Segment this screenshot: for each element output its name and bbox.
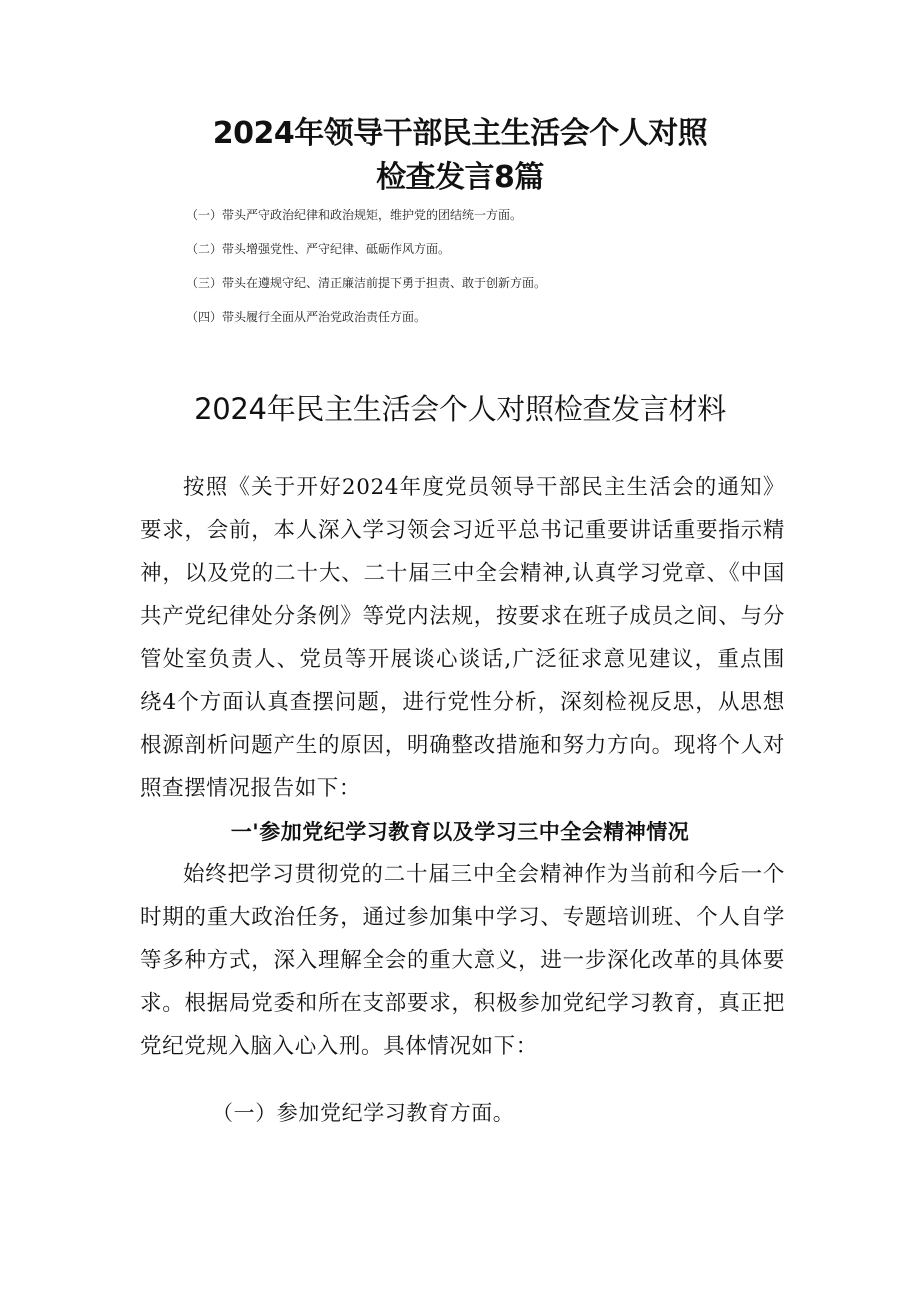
toc-item: （三）带头在遵规守纪、清正廉洁前提下勇于担责、敢于创新方面。 (186, 276, 547, 290)
sub-heading-1: （一）参加党纪学习教育方面。 (212, 1101, 515, 1125)
document-title-line-1: 2024年领导干部民主生活会个人对照 (212, 116, 708, 151)
toc-item: （四）带头履行全面从严治党政治责任方面。 (186, 310, 427, 324)
body-paragraph-2: 始终把学习贯彻党的二十届三中全会精神作为当前和今后一个时期的重大政治任务，通过参加集中学习、专题培训班、个人自学等多种方式，深入理解全会的重大意义，进一步深化改革的具体要求。根据局党委和所在支部要求，积极参加党纪学习教育，真正把党纪党规入脑入心入刑。具体情况如下： (140, 862, 785, 1059)
toc-list (186, 198, 886, 334)
section-title: 2024年民主生活会个人对照检查发言材料 (194, 392, 726, 426)
toc-item: （二）带头增强党性、严守纪律、砥砺作风方面。 (186, 242, 451, 256)
body-paragraph-1: 按照《关于开好2024年度党员领导干部民主生活会的通知》要求，会前，本人深入学习领会习近平总书记重要讲话重要指示精神，以及党的二十大、二十届三中全会精神,认真学习党章、《中国共产党纪律处分条例》等党内法规，按要求在班子成员之间、与分管处室负责人、党员等开展谈心谈话,广泛征求意见建议，重点围绕4个方面认真查摆问题，进行党性分析，深刻检视反思，从思想根源剖析问题产生的原因，明确整改措施和努力方向。现将个人对照查摆情况报告如下： (140, 475, 785, 801)
document-title-line-2: 检查发言8篇 (376, 160, 544, 195)
toc-item: （一）带头严守政治纪律和政治规矩，维护党的团结统一方面。 (186, 208, 523, 222)
heading-1: 一'参加党纪学习教育以及学习三中全会精神情况 (230, 819, 690, 844)
